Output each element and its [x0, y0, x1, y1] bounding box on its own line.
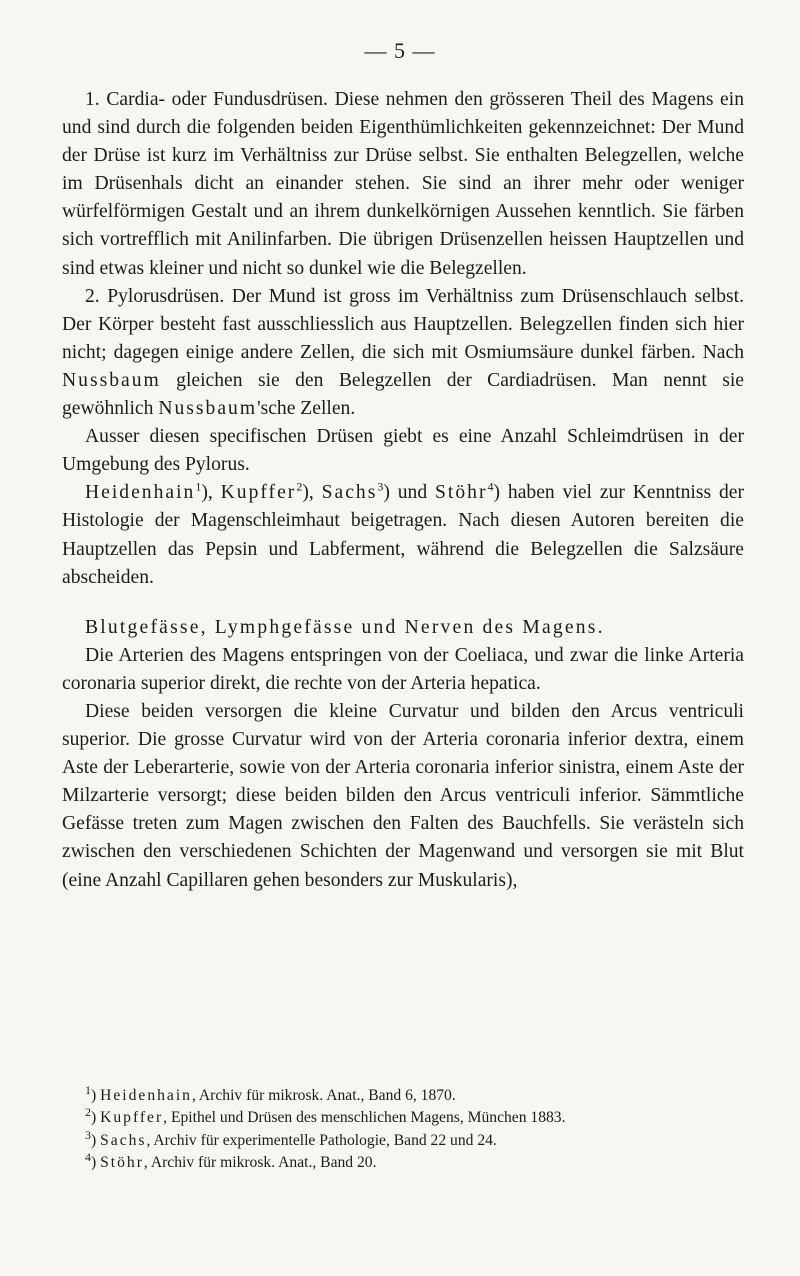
text-run: , [308, 482, 322, 504]
footnotes [62, 1082, 744, 1175]
author-name: Heidenhain [85, 482, 196, 504]
footnote-text: , Epithel und Drüsen des menschlichen Magens, München 1883. [163, 1109, 566, 1127]
footnote: $^4$) Stöhr, Archiv für mikrosk. Anat., Band 20. [85, 1150, 377, 1172]
footnote-author: Sachs [100, 1131, 147, 1149]
footnote: $^2$) Kupffer, Epithel und Drüsen des menschlichen Magens, München 1883. [85, 1105, 566, 1127]
footnote: $^1$) Heidenhain, Archiv für mikrosk. Anat., Band 6, 1870. [85, 1082, 456, 1104]
footnote-text: , Archiv für mikrosk. Anat., Band 6, 1870. [191, 1087, 456, 1104]
footnote-text: , Archiv für mikrosk. Anat., Band 20. [143, 1154, 377, 1172]
footnote-ref: 2 [296, 479, 303, 494]
text-run: 2. Pylorusdrüsen. Der Mund ist gross im Verhältniss zum Drüsenschlauch selbst. Der Körper besteht fast ausschliesslich aus Hauptzellen. Belegzellen finden sich hier nicht; dagegen einige andere Zellen, die sich mit Osmiumsäure dunkel färben. Nach [62, 285, 744, 363]
footnote-author: Heidenhain [100, 1087, 192, 1104]
footnote-number: 4 [85, 1150, 91, 1165]
paragraph-mucous-glands: Ausser diesen specifischen Drüsen giebt es eine Anzahl Schleimdrüsen in der Umgebung des Pylorus. [62, 426, 744, 476]
page-number: — 5 — [364, 38, 436, 63]
footnote-ref: 4 [487, 479, 494, 494]
footnote-number: 3 [85, 1127, 91, 1142]
footnote-author: Kupffer [100, 1109, 164, 1127]
footnote-ref: 3 [377, 479, 384, 494]
author-name: Stöhr [435, 482, 488, 504]
footnote: $^3$) Sachs, Archiv für experimentelle Pathologie, Band 22 und 24. [85, 1127, 497, 1149]
paragraph-curvature: Diese beiden versorgen die kleine Curvatur und bilden den Arcus ventriculi superior. Die grosse Curvatur wird von der Arteria coronaria inferior dextra, einem Aste der Leberarterie, sowie von der Arteria coronaria inferior sinistra, einem Aste der Milzarterie versorgt; diese beiden bilden den Arcus ventriculi inferior. Sämmtliche Gefässe treten zum Magen zwischen den Falten des Bauchfells. Sie verästeln sich zwischen den verschiedenen Schichten der Magenwand und versorgen sie mit Blut (eine Anzahl Capillaren gehen besonders zur Muskularis), [62, 700, 744, 891]
paragraph-cardia-glands: 1. Cardia- oder Fundusdrüsen. Diese nehmen den grösseren Theil des Magens ein und sind durch die folgenden beiden Eigenthümlichkeiten gekennzeichnet: Der Mund der Drüse ist kurz im Verhältniss zur Drüse selbst. Sie enthalten Belegzellen, welche im Drüsenhals dicht an einander stehen. Sie sind an ihrer mehr oder weniger würfelförmigen Gestalt und an ihrem dunkelkörnigen Aussehen kenntlich. Sie färben sich vortrefflich mit Anilinfarben. Die übrigen Drüsenzellen heissen Hauptzellen und sind etwas kleiner und nicht so dunkel wie die Belegzellen. [62, 89, 744, 279]
text-run: , [207, 482, 221, 504]
paragraph-pylorus-glands [62, 283, 744, 423]
text-run: gleichen sie den Belegzellen der Cardiadrüsen. Man nennt sie gewöhnlich [62, 369, 744, 420]
body-text [62, 86, 744, 895]
section-heading: Blutgefässe, Lymphgefässe und Nerven des Magens. [85, 616, 605, 638]
footnote-number: 2 [85, 1105, 91, 1120]
author-name: Kupffer [220, 482, 297, 504]
author-name: Sachs [321, 482, 378, 504]
footnote-text: , Archiv für experimentelle Pathologie, Band 22 und 24. [146, 1131, 497, 1149]
text-run: haben viel zur Kenntniss der Histologie der Magenschleimhaut beigetragen. Nach diesen Autoren bereiten die Hauptzellen das Pepsin und Labferment, während die Belegzellen die Salzsäure abscheiden. [62, 482, 745, 588]
author-name: Nussbaum [62, 369, 161, 391]
footnote-author: Stöhr [100, 1154, 144, 1172]
author-name: Nussbaum [158, 398, 258, 420]
text-run: und [389, 482, 436, 504]
paragraph-arteries: Die Arterien des Magens entspringen von der Coeliaca, und zwar die linke Arteria coronaria superior direkt, die rechte von der Arteria hepatica. [62, 644, 744, 694]
footnote-ref: 1 [195, 479, 202, 494]
footnote-number: 1 [85, 1082, 91, 1097]
text-run: 'sche Zellen. [257, 398, 356, 420]
paragraph-authors: Heidenhain$^1$), Kupffer$^2$), Sachs$^3$) und Stöhr$^4$) haben viel zur Kenntniss der Histologie der Magenschleimhaut beigetragen. Nach diesen Autoren bereiten die Hauptzellen das Pepsin und Labferment, während die Belegzellen die Salzsäure abscheiden. [62, 479, 745, 588]
